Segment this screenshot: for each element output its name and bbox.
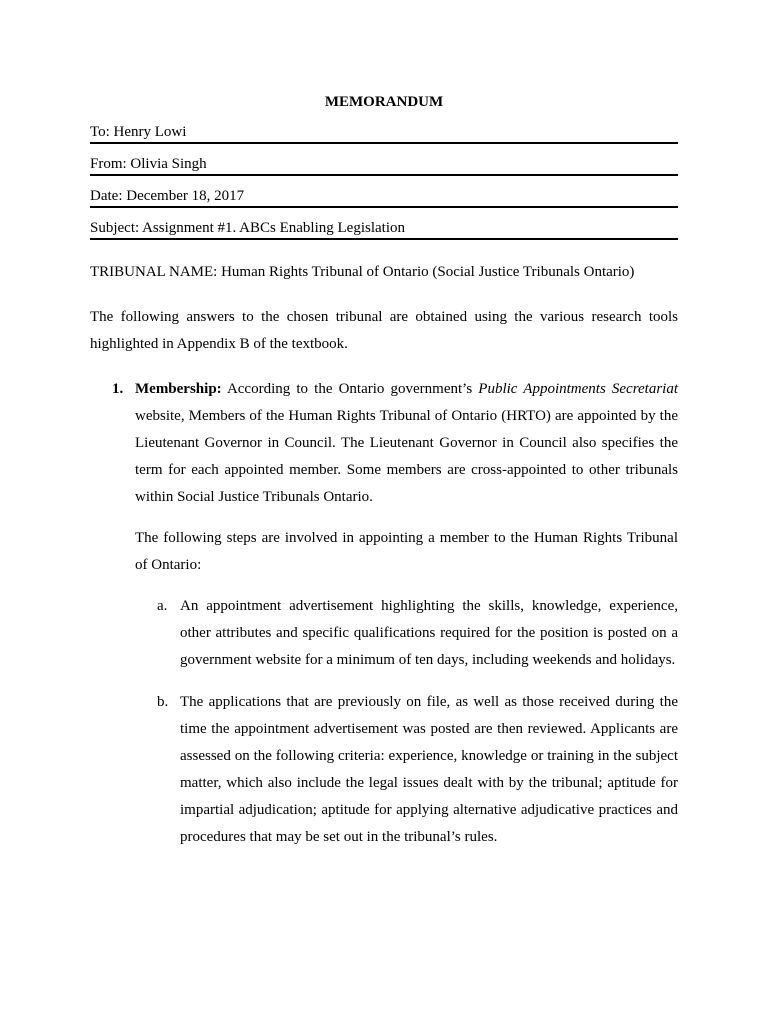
numbered-list [90,376,678,851]
membership-italic: Public Appointments Secretariat [478,381,678,397]
membership-heading: Membership: [135,381,222,397]
step-letter: b. [157,694,169,710]
to-line: To: Henry Lowi [90,122,678,144]
membership-text-a: According to the Ontario government’s [221,381,479,397]
membership-text-b: website, Members of the Human Rights Tribunal of Ontario (HRTO) are appointed by the Lieutenant Governor in Council. The Lieutenant Governor in Council also specifies the term for each appointed member. Some members are cross-appointed to other tribunals within Social Justice Tribunals Ontario. [135,408,678,505]
step-letter: a. [157,598,168,614]
date-line: Date: December 18, 2017 [90,176,678,208]
steps-list [135,593,678,851]
subject-line: Subject: Assignment #1. ABCs Enabling Legislation [90,208,678,240]
list-item [135,689,678,851]
membership-paragraph [135,381,678,505]
intro-paragraph: The following answers to the chosen tribunal are obtained using the various research tools highlighted in Appendix B of the textbook. [90,309,678,352]
memo-header [90,122,678,240]
list-item [135,593,678,674]
from-line: From: Olivia Singh [90,144,678,176]
list-item-membership [90,376,678,851]
memo-title: MEMORANDUM [324,94,444,110]
item-number: 1. [112,381,124,397]
tribunal-name: TRIBUNAL NAME: Human Rights Tribunal of Ontario (Social Justice Tribunals Ontario) [90,264,635,280]
step-text: The applications that are previously on file, as well as those received during the time the appointment advertisement was posted are then reviewed. Applicants are assessed on the following criteria: experience, knowledge or training in the subject matter, which also include the legal issues dealt with by the tribunal; aptitude for impartial adjudication; aptitude for applying alternative adjudicative practices and procedures that may be set out in the tribunal’s rules. [180,694,678,845]
step-text: An appointment advertisement highlighting the skills, knowledge, experience, other attributes and specific qualifications required for the position is posted on a government website for a minimum of ten days, including weekends and holidays. [180,598,678,668]
steps-intro: The following steps are involved in appointing a member to the Human Rights Tribunal of Ontario: [135,530,678,573]
